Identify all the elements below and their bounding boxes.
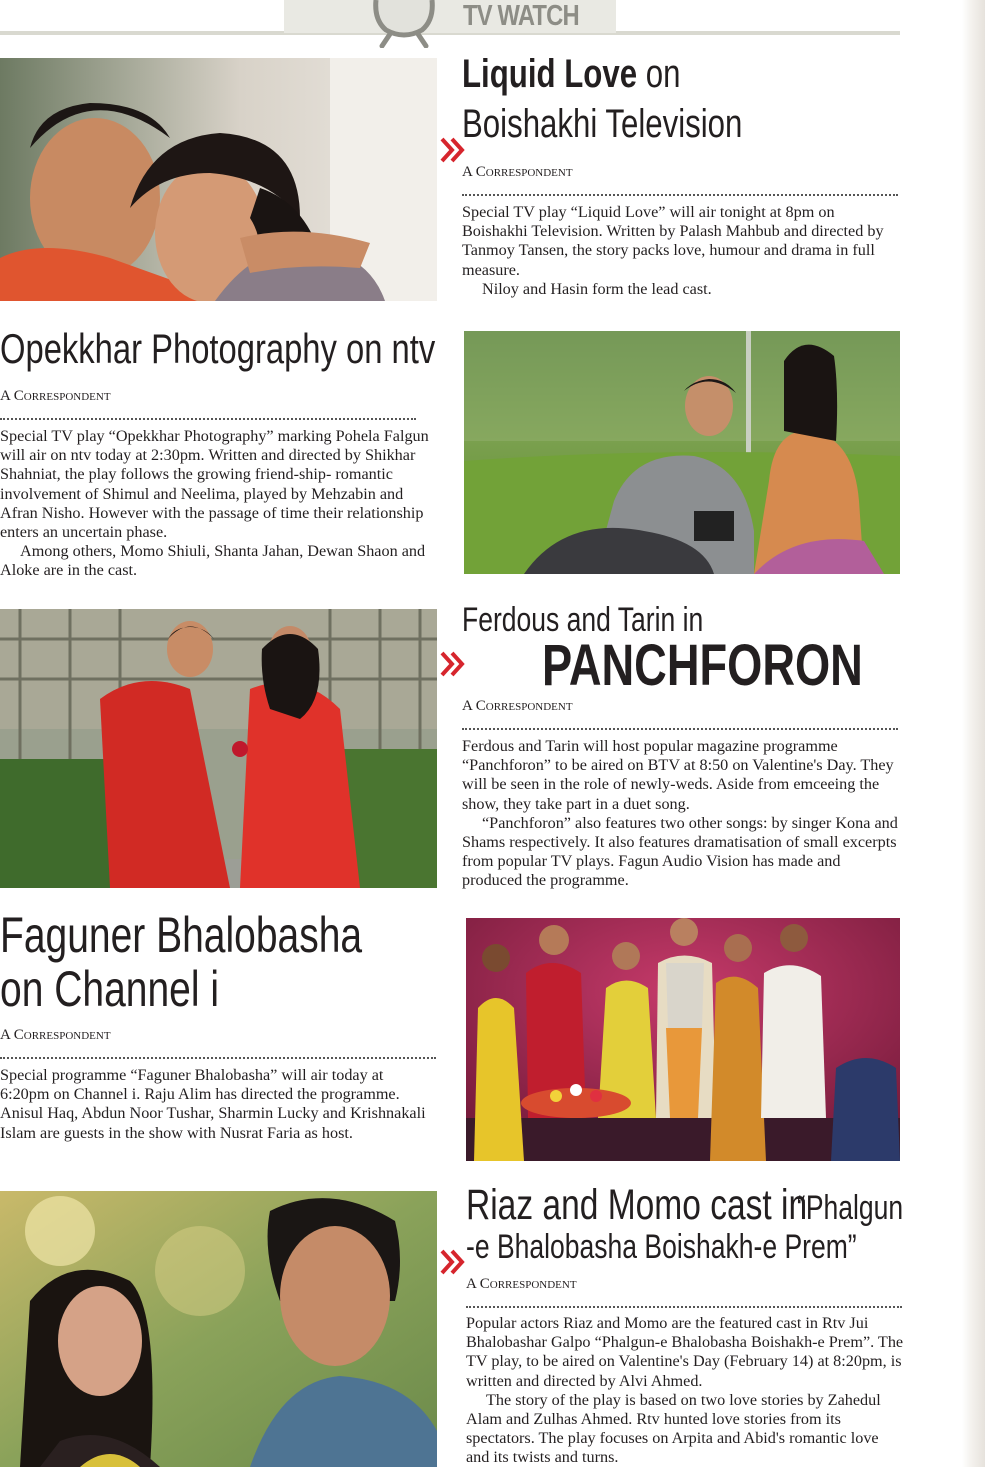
- dotted-divider: [462, 194, 898, 196]
- paragraph: Niloy and Hasin form the lead cast.: [482, 279, 712, 298]
- dotted-divider: [466, 1306, 902, 1308]
- dotted-divider: [0, 418, 416, 420]
- headline-panchforon-line1: Ferdous and Tarin in: [462, 601, 704, 639]
- article-body: [466, 1314, 906, 1468]
- headline-riaz-momo-quote: “Phalgun: [797, 1189, 904, 1227]
- dotted-divider: [462, 728, 898, 730]
- paragraph: The story of the play is based on two love stories by Zahedul Alam and Zulhas Ahmed. Rtv hunted love stories from its spectators. The play focuses on Arpita and Abid's romantic love and its twists and turns.: [466, 1390, 881, 1467]
- headline-riaz-momo-line2: -e Bhalobasha Boishakh-e Prem”: [466, 1228, 857, 1266]
- chevron-icon: [440, 1248, 468, 1276]
- headline-riaz-momo-line1: [466, 1182, 807, 1229]
- article-body: [462, 203, 898, 299]
- paragraph: Special TV play “Opekkhar Photography” marking Pohela Falgun will air on ntv today at 2:30pm. Written and directed by Shikhar Shahniat, the play follows the growing friend-ship- romantic involvement of Shimul and Neelima, played by Mehzabin and Afran Nisho. However with the passage of time their relationship enters an uncertain phase.: [0, 427, 429, 542]
- photo-opekkhar-couple-park: [464, 331, 900, 574]
- photo-panchforon-hosts: [0, 609, 437, 888]
- headline-opekkhar-photography: Opekkhar Photography on ntv: [0, 325, 436, 372]
- article-body: [462, 737, 902, 891]
- byline: A Correspondent: [0, 1027, 111, 1043]
- headline-rest: on: [637, 52, 681, 96]
- headline-panchforon-line2: [542, 634, 863, 698]
- article-body: [0, 427, 436, 581]
- byline: A Correspondent: [462, 698, 573, 714]
- paragraph: Special TV play “Liquid Love” will air tonight at 8pm on Boishakhi Television. Written by Palash Mahbub and directed by Tanmoy Tansen, the story packs love, humour and drama in full measure.: [462, 203, 884, 279]
- headline-bold: Liquid Love: [462, 52, 638, 96]
- page-edge-shadow: [962, 0, 985, 1467]
- byline: A Correspondent: [462, 164, 573, 180]
- dotted-divider: [0, 1057, 436, 1059]
- headline-faguner-line1: Faguner Bhalobasha: [0, 907, 363, 963]
- headline-liquid-love-line2: Boishakhi Television: [462, 102, 743, 146]
- chevron-icon: [440, 650, 468, 678]
- photo-liquid-love-couple: [0, 58, 437, 301]
- paragraph: Popular actors Riaz and Momo are the featured cast in Rtv Jui Bhalobashar Galpo “Phalgun-e Bhalobasha Boishakh-e Prem”. The TV play, to be aired on Valentine's Day (February 14) at 8:20pm, is written and directed by Alvi Ahmed.: [466, 1314, 904, 1390]
- headline-liquid-love: [462, 52, 680, 96]
- chevron-icon: [440, 136, 468, 164]
- headline-faguner-line2: on Channel i: [0, 961, 219, 1017]
- paragraph: Ferdous and Tarin will host popular magazine programme “Panchforon” to be aired on BTV at 8:50 on Valentine's Day. They will be seen in the role of newly-weds. Aside from emceeing the show, they take part in a duet song.: [462, 737, 894, 813]
- headline-main: Riaz and Momo cast in: [466, 1181, 808, 1229]
- paragraph: Among others, Momo Shiuli, Shanta Jahan, Dewan Shaon and Aloke are in the cast.: [0, 542, 426, 580]
- paragraph: “Panchforon” also features two other songs: by singer Kona and Shams respectively. It also features dramatisation of small excerpts from popular TV plays. Fagun Audio Vision has made and produced the programme.: [462, 813, 898, 890]
- byline: A Correspondent: [466, 1276, 577, 1292]
- paragraph: Special programme “Faguner Bhalobasha” will air today at 6:20pm on Channel i. Raju Alim has directed the programme. Anisul Haq, Abdun Noor Tushar, Sharmin Lucky and Krishnakali Islam are guests in the show with Nusrat Faria as host.: [0, 1066, 426, 1142]
- byline: A Correspondent: [0, 388, 111, 404]
- photo-riaz-momo: [0, 1191, 437, 1467]
- headline-bold: PANCHFORON: [542, 633, 863, 698]
- tv-icon: [368, 0, 440, 48]
- section-title: TV WATCH: [463, 0, 579, 32]
- photo-faguner-studio-guests: [466, 918, 900, 1161]
- article-body: [0, 1066, 436, 1143]
